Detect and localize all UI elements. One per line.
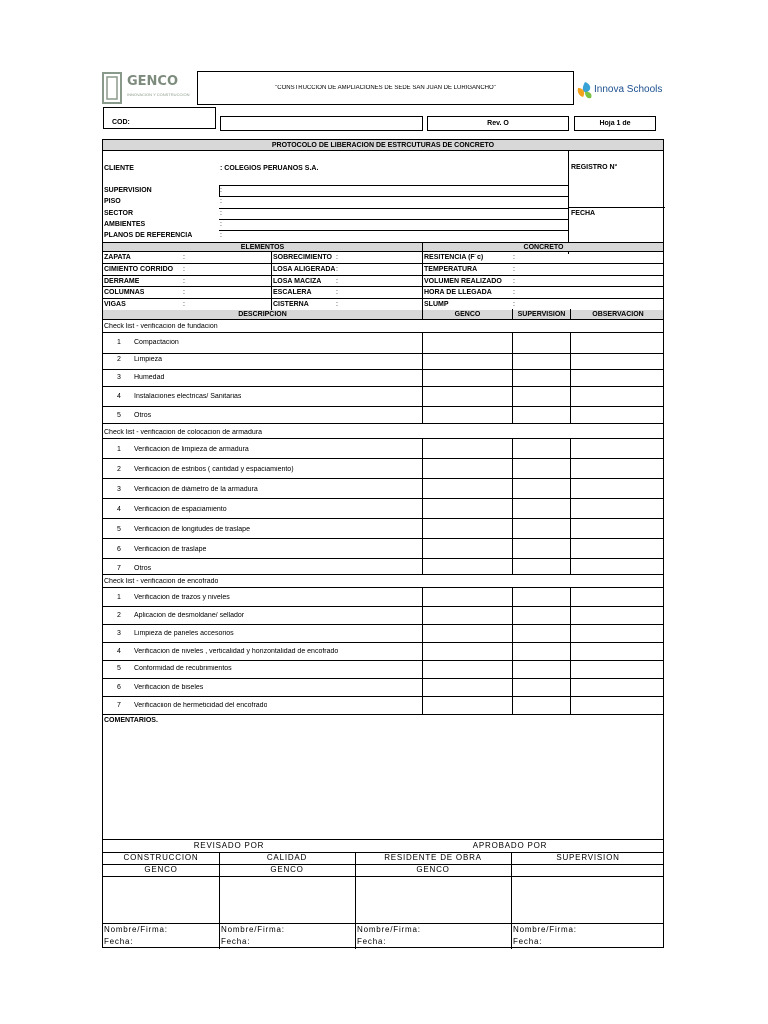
checklist-item-text: Otros — [134, 565, 152, 572]
checklist-item-text: Verificacion de espaciamiento — [134, 506, 227, 513]
role-supervision: SUPERVISIÓN — [556, 854, 620, 862]
field-ambientes: AMBIENTES — [104, 221, 146, 228]
checklist-item-text: Verificacion de niveles , verticalidad y horizontalidad de encofrado — [134, 648, 339, 655]
checklist-item-text: Limpieza — [134, 356, 163, 363]
field-supervision: SUPERVISION — [104, 187, 152, 194]
elem-vigas: VIGAS — [104, 301, 126, 308]
checklist-item: 4 — [117, 506, 121, 513]
col-genco: GENCO — [422, 309, 512, 320]
nombre-firma-label: Nombre/Firma: — [513, 926, 577, 934]
checklist-item-text: Verificacion de biseles — [134, 684, 204, 691]
nombre-firma-label: Nombre/Firma: — [221, 926, 285, 934]
elem-columnas: COLUMNAS — [104, 289, 145, 296]
checklist-item-text: Verificacion de longitudes de traslape — [134, 526, 250, 533]
signature-box-calidad[interactable] — [219, 876, 355, 923]
col-observacion: OBSERVACION — [570, 309, 665, 320]
checklist-item-text: Verificacion de diámetro de la armadura — [134, 486, 258, 493]
signature-box-supervision[interactable] — [511, 876, 665, 923]
elem-losa-maciza: LOSA MACIZA — [273, 278, 322, 285]
page-label: Hoja 1 de — [599, 120, 631, 127]
nombre-firma-label: Nombre/Firma: — [357, 926, 421, 934]
elementos-header: ELEMENTOS — [240, 244, 285, 251]
signature-box-residente[interactable] — [355, 876, 511, 923]
nombre-firma-label: Nombre/Firma: — [104, 926, 168, 934]
checklist-item: 1 — [117, 446, 121, 453]
col-descripcion: DESCRIPCION — [238, 311, 287, 318]
checklist-header-bar — [103, 310, 663, 320]
conc-volumen: VOLUMEN REALIZADO — [424, 278, 502, 285]
checklist-item: 5 — [117, 526, 121, 533]
checklist-item-text: Verificacion de estribos ( cantidad y espaciamiento) — [134, 466, 294, 473]
input-supervision[interactable] — [219, 185, 569, 197]
fecha-sign-label: Fecha: — [513, 938, 543, 946]
fecha-sign-label: Fecha: — [104, 938, 134, 946]
section-title-armadura: Check list - verificacion de colocacion de armadura — [104, 429, 262, 436]
checklist-item-text: Instalaciones electricas/ Sanitarias — [134, 393, 242, 400]
conc-hora: HORA DE LLEGADA — [424, 289, 492, 296]
main-form: PROTOCOLO DE LIBERACION DE ESTRCUTURAS DE CONCRETO CLIENTE : COLEGIOS PERUANOS S.A. REGISTRO N° FECHA SUPERVISION PISO SECTOR AMBIENTES PLANOS DE REFERENCIA : : : : : ELEMENTOS CONCRETO ZAPATA CIMIENTO CORRIDO DERRAME COLUMNAS VIGAS : : : : : SOBRECIMIENTO LOSA ALIGERADA LOSA MACIZA ESCALERA CISTERNA : : : : : RESITENCIA (F´c) TEMPERATURA VOLUMEN REALIZADO HORA DE LLEGADA SLUMP : : : : : DESCRIPCION GENCO SUPERVISION OBSERVACION Check list - verificacion de fundacion 1 Compactacion 2 Limpieza 3 Humedad 4 Instalaciones electricas/ Sanitarias 5 Otros Check list - verificacion de colocacion de armadura 1 Verificacion de limpieza de armadura 2 Verificacion de estribos ( cantidad y espaciamiento) 3 Verificacion de diámetro de la armadura 4 Verificacion de espaciamiento 5 Verificacion de longitudes de traslape 6 Verificacion de traslape 7 Otros Check list - verificacion de encofrado 1 Verificacion de trazos y niveles 2 Aplicacion de desmoldane/ sellador 3 Limpieza de paneles accesorios 4 Verificacion de niveles , verticalidad y horizontalidad de encofrado 5 Conformidad de recubrimientos 6 Verificacion de biseles 7 Verificaciion de hermeticidad del encofrado COMENTARIOS. — [102, 139, 664, 839]
checklist-item: 2 — [117, 356, 121, 363]
elem-escalera: ESCALERA — [273, 289, 312, 296]
company-residente: GENCO — [416, 866, 450, 874]
checklist-item: 2 — [117, 612, 121, 619]
signature-box-construccion[interactable] — [103, 876, 219, 923]
registro-label: REGISTRO N° — [571, 164, 618, 171]
fecha-label: FECHA — [571, 210, 596, 217]
checklist-item: 7 — [117, 565, 121, 572]
revisado-por: REVISADO POR — [193, 842, 265, 850]
fecha-sign-label: Fecha: — [357, 938, 387, 946]
elements-header-bar — [103, 242, 663, 252]
checklist-item: 5 — [117, 412, 121, 419]
checklist-item: 4 — [117, 393, 121, 400]
elem-cimiento: CIMIENTO CORRIDO — [104, 266, 174, 273]
aprobado-por: APROBADO POR — [472, 842, 548, 850]
cliente-label: CLIENTE — [104, 165, 134, 172]
checklist-item: 3 — [117, 374, 121, 381]
concreto-header: CONCRETO — [523, 244, 564, 251]
role-construccion: CONSTRUCCION — [123, 854, 199, 862]
elem-derrame: DERRAME — [104, 278, 140, 285]
company-calidad: GENCO — [270, 866, 304, 874]
protocol-title-bar — [103, 140, 663, 151]
checklist-grid-1 — [103, 332, 663, 423]
checklist-item-text: Verificacion de traslape — [134, 546, 207, 553]
company-logo — [102, 70, 194, 106]
checklist-item: 5 — [117, 665, 121, 672]
checklist-item: 3 — [117, 486, 121, 493]
cod-label: COD: — [112, 119, 130, 126]
section-title-encofrado: Check list - verificacion de encofrado — [104, 578, 219, 585]
role-residente: RESIDENTE DE OBRA — [384, 854, 482, 862]
cod-box — [103, 107, 216, 129]
checklist-item: 1 — [117, 594, 121, 601]
cliente-value: : COLEGIOS PERUANOS S.A. — [220, 165, 319, 172]
checklist-item: 1 — [117, 339, 121, 346]
project-title-box — [197, 71, 574, 105]
checklist-item: 6 — [117, 684, 121, 691]
company-tagline: INNOVACION Y CONSTRUCCION — [127, 92, 190, 97]
role-calidad: CALIDAD — [266, 854, 308, 862]
checklist-item: 4 — [117, 648, 121, 655]
client-logo-text: Innova Schools — [594, 84, 663, 95]
checklist-item-text: Compactacion — [134, 339, 179, 346]
checklist-item-text: Verificaciion de hermeticidad del encofrado — [134, 702, 268, 709]
checklist-item: 6 — [117, 546, 121, 553]
fecha-sign-label: Fecha: — [221, 938, 251, 946]
checklist-item-text: Verificacion de limpieza de armadura — [134, 446, 249, 453]
innova-leaf-icon — [575, 80, 595, 100]
elem-sobrecimiento: SOBRECIMIENTO — [273, 254, 332, 261]
checklist-item-text: Limpieza de paneles accesorios — [134, 630, 234, 637]
checklist-item-text: Conformidad de recubrimientos — [134, 665, 232, 672]
col-supervision: SUPERVISION — [512, 309, 570, 320]
conc-slump: SLUMP — [424, 301, 449, 308]
checklist-item: 3 — [117, 630, 121, 637]
field-piso: PISO — [104, 198, 121, 205]
elem-zapata: ZAPATA — [104, 254, 131, 261]
signature-table — [102, 839, 664, 948]
conc-resistencia: RESITENCIA (F´c) — [424, 254, 484, 261]
client-logo — [575, 78, 661, 102]
section-title-fundacion: Check list - verificacion de fundacion — [104, 323, 218, 330]
rev-label: Rev. O — [487, 120, 509, 127]
checklist-item-text: Humedad — [134, 374, 165, 381]
checklist-item: 7 — [117, 702, 121, 709]
elem-losa-aligerada: LOSA ALIGERADA — [273, 266, 336, 273]
company-name: GENCO — [127, 74, 179, 89]
comments-label: COMENTARIOS. — [104, 717, 158, 724]
field-sector: SECTOR — [104, 210, 134, 217]
conc-temperatura: TEMPERATURA — [424, 266, 478, 273]
elem-cisterna: CISTERNA — [273, 301, 309, 308]
field-planos: PLANOS DE REFERENCIA — [104, 232, 193, 239]
rev-box — [427, 116, 569, 131]
checklist-item-text: Otros — [134, 412, 152, 419]
page-box — [574, 116, 656, 131]
project-title: "CONSTRUCCION DE AMPLIACIONES DE SEDE SAN JUAN DE LURIGANCHO" — [275, 85, 496, 91]
company-construccion: GENCO — [144, 866, 178, 874]
cod-value-box[interactable] — [220, 116, 423, 131]
checklist-item-text: Aplicacion de desmoldane/ sellador — [134, 612, 245, 619]
comments-area[interactable] — [103, 726, 663, 840]
protocol-title: PROTOCOLO DE LIBERACION DE ESTRCUTURAS DE CONCRETO — [271, 142, 495, 149]
checklist-item-text: Verificacion de trazos y niveles — [134, 594, 230, 601]
checklist-item: 2 — [117, 466, 121, 473]
